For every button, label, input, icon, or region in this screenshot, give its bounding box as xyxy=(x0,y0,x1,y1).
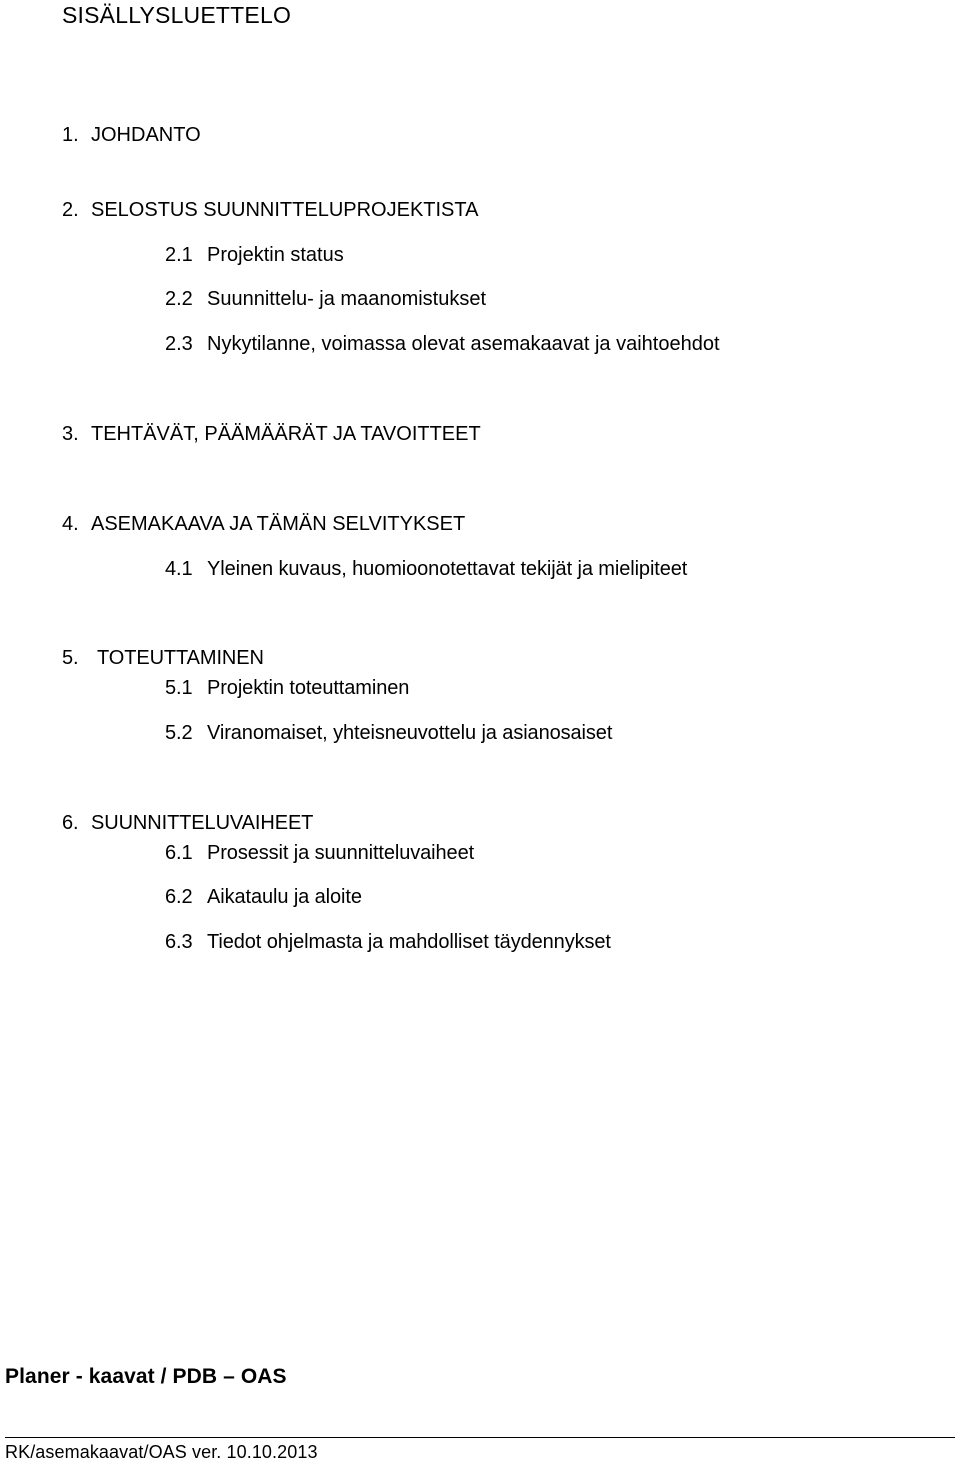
toc-entry-4 xyxy=(62,512,465,536)
footer-reference: RK/asemakaavat/OAS ver. 10.10.2013 xyxy=(5,1442,318,1462)
toc-entry-number: 5. xyxy=(62,647,79,669)
toc-entry-number: 3. xyxy=(62,423,79,445)
toc-entry-number: 6. xyxy=(62,812,79,834)
toc-entry-number: 2.2 xyxy=(165,288,193,310)
toc-entry-2-1 xyxy=(165,243,344,267)
toc-entry-4-1 xyxy=(165,557,687,581)
toc-entry-number: 2. xyxy=(62,199,79,221)
toc-entry-6-1 xyxy=(165,841,474,865)
toc-entry-5 xyxy=(62,646,264,670)
toc-entry-2-2 xyxy=(165,287,486,311)
toc-entry-number: 4. xyxy=(62,513,79,535)
toc-entry-text: Projektin toteuttaminen xyxy=(207,677,410,699)
toc-entry-text: Viranomaiset, yhteisneuvottelu ja asianosaiset xyxy=(207,722,613,744)
toc-entry-number: 4.1 xyxy=(165,558,193,580)
toc-entry-text: ASEMAKAAVA JA TÄMÄN SELVITYKSET xyxy=(91,513,466,535)
toc-entry-text: Prosessit ja suunnitteluvaiheet xyxy=(207,842,475,864)
toc-entry-5-1 xyxy=(165,676,409,700)
toc-entry-2-3 xyxy=(165,332,720,356)
toc-entry-text: JOHDANTO xyxy=(91,124,201,146)
toc-entry-number: 6.3 xyxy=(165,931,193,953)
toc-entry-text: Aikataulu ja aloite xyxy=(207,886,362,908)
toc-entry-number: 2.1 xyxy=(165,244,193,266)
toc-entry-number: 1. xyxy=(62,124,79,146)
toc-entry-text: Yleinen kuvaus, huomioonotettavat tekijät ja mielipiteet xyxy=(207,558,688,580)
toc-entry-text: Tiedot ohjelmasta ja mahdolliset täydennykset xyxy=(207,931,611,953)
toc-entry-number: 5.2 xyxy=(165,722,193,744)
footer-title: Planer - kaavat / PDB – OAS xyxy=(5,1365,287,1388)
footer-divider xyxy=(5,1437,955,1438)
toc-entry-number: 6.1 xyxy=(165,842,193,864)
toc-entry-text: Nykytilanne, voimassa olevat asemakaavat ja vaihtoehdot xyxy=(207,333,720,355)
toc-entry-text: Suunnittelu- ja maanomistukset xyxy=(207,288,487,310)
toc-entry-number: 5.1 xyxy=(165,677,193,699)
toc-entry-6 xyxy=(62,811,313,835)
toc-entry-number: 6.2 xyxy=(165,886,193,908)
toc-entry-text: Projektin status xyxy=(207,244,344,266)
toc-entry-2 xyxy=(62,198,478,222)
page-title: SISÄLLYSLUETTELO xyxy=(62,2,292,28)
toc-entry-text: SELOSTUS SUUNNITTELUPROJEKTISTA xyxy=(91,199,479,221)
toc-entry-text: SUUNNITTELUVAIHEET xyxy=(91,812,314,834)
toc-entry-6-3 xyxy=(165,930,611,954)
toc-entry-text: TOTEUTTAMINEN xyxy=(97,647,264,669)
toc-entry-5-2 xyxy=(165,721,612,745)
toc-entry-text: TEHTÄVÄT, PÄÄMÄÄRÄT JA TAVOITTEET xyxy=(91,423,481,445)
toc-entry-number: 2.3 xyxy=(165,333,193,355)
toc-entry-6-2 xyxy=(165,885,362,909)
toc-entry-3 xyxy=(62,422,481,446)
toc-entry-1 xyxy=(62,123,201,147)
